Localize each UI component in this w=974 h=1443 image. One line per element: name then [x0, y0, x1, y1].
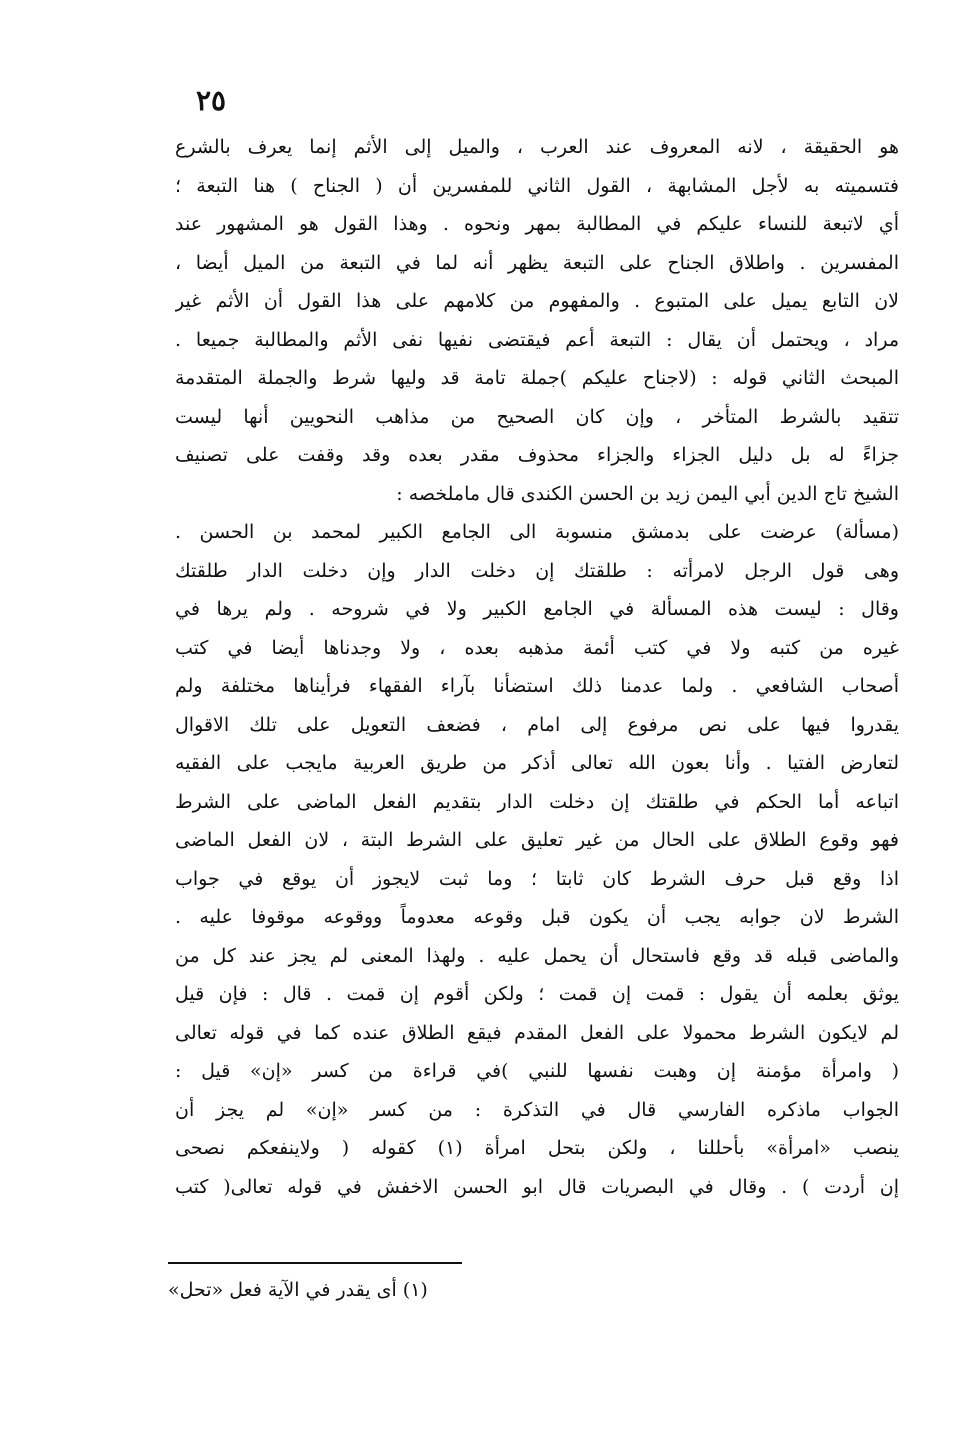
- text-line-20: اذا وقع قبل حرف الشرط كان ثابتا ؛ وما ثبت لايجوز أن يوقع في جواب: [175, 867, 899, 890]
- text-line-15: أصحاب الشافعي . ولما عدمنا ذلك استضأنا بآراء الفقهاء فرأيناها مختلفة ولم: [175, 675, 899, 697]
- text-line-14: غيره من كتبه ولا في كتب أئمة مذهبه بعده ، ولا وجدناها أيضا في كتب: [175, 636, 899, 659]
- text-line-6: مراد ، ويحتمل أن يقال : التبعة أعم فيقتضى نفيها نفى الأثم والمطالبة جميعا .: [175, 328, 899, 351]
- text-line-18: اتباعه أما الحكم في طلقتك إن دخلت الدار بتقديم الفعل الماضى على الشرط: [175, 790, 899, 813]
- text-line-1: هو الحقيقة ، لانه المعروف عند العرب ، والميل إلى الأثم إنما يعرف بالشرع: [175, 136, 899, 158]
- text-line-21: الشرط لان جوابه يجب أن يكون قبل وقوعه معدوماً ووقوعه موقوفا عليه .: [175, 906, 899, 928]
- text-line-28: إن أردت ) . وقال في البصريات قال ابو الحسن الاخفش في قوله تعالى( كتب: [175, 1175, 899, 1198]
- footnote-divider: [168, 1262, 462, 1264]
- text-line-24: لم لايكون الشرط محمولا على الفعل المقدم فيقع الطلاق عنده كما في قوله تعالى: [175, 1021, 899, 1044]
- text-line-16: يقدروا فيها على نص مرفوع إلى امام ، فضعف التعويل على تلك الاقوال: [175, 713, 899, 736]
- text-line-26: الجواب ماذكره الفارسي قال في التذكرة : من كسر «إن» لم يجز أن: [175, 1098, 899, 1121]
- text-line-5: لان التابع يميل على المتبوع . والمفهوم من كلامهم على هذا القول أن الأثم غير: [175, 290, 899, 312]
- text-line-25: ( وامرأة مؤمنة إن وهبت نفسها للنبي )في قراءة من كسر «إن» قيل :: [175, 1060, 899, 1082]
- text-line-9: جزاءً له بل دليل الجزاء والجزاء محذوف مقدر بعده وقد وقفت على تصنيف: [175, 444, 899, 466]
- text-line-11: (مسألة) عرضت على بدمشق منسوبة الى الجامع الكبير لمحمد بن الحسن .: [175, 521, 899, 543]
- footnote: (١) أى يقدر في الآية فعل «تحل»: [168, 1279, 428, 1301]
- text-line-12: وهى قول الرجل لامرأته : طلقتك إن دخلت الدار وإن دخلت الدار طلقتك: [175, 559, 899, 582]
- text-line-27: ينصب «امرأة» بأحللنا ، ولكن بتحل امرأة (١) كقوله ( ولاينفعكم نصحى: [175, 1137, 899, 1159]
- body-text: [175, 128, 899, 1206]
- text-line-10: الشيخ تاج الدين أبي اليمن زيد بن الحسن الكندى قال ماملخصه :: [396, 482, 899, 505]
- text-line-2: فتسميته به لأجل المشابهة ، القول الثاني للمفسرين أن ( الجناح ) هنا التبعة ؛: [175, 174, 899, 197]
- text-line-3: أي لاتبعة للنساء عليكم في المطالبة بمهر ونحوه . وهذا القول هو المشهور عند: [175, 213, 899, 235]
- text-line-7: المبحث الثاني قوله : (لاجناح عليكم )جملة تامة قد وليها شرط والجملة المتقدمة: [175, 367, 899, 389]
- text-line-23: يوثق بعلمه أن يقول : قمت إن قمت ؛ ولكن أقوم إن قمت . قال : فإن قيل: [175, 983, 899, 1005]
- text-line-4: المفسرين . واطلاق الجناح على التبعة يظهر أنه لما في التبعة من الميل أيضا ،: [175, 251, 899, 274]
- text-line-19: فهو وقوع الطلاق على الحال من غير تعليق على الشرط البتة ، لان الفعل الماضى: [175, 829, 899, 851]
- text-line-17: لتعارض الفتيا . وأنا بعون الله تعالى أذكر من طريق العربية مايجب على الفقيه: [175, 752, 899, 774]
- text-line-13: وقال : ليست هذه المسألة في الجامع الكبير ولا في شروحه . ولم يرها في: [175, 598, 899, 620]
- text-line-8: تتقيد بالشرط المتأخر ، وإن كان الصحيح من مذاهب النحويين أنها ليست: [175, 405, 899, 428]
- page-number: ٢٥: [196, 84, 227, 117]
- text-line-22: والماضى قبله قد وقع فاستحال أن يحمل عليه . ولهذا المعنى لم يجز عند كل من: [175, 944, 899, 967]
